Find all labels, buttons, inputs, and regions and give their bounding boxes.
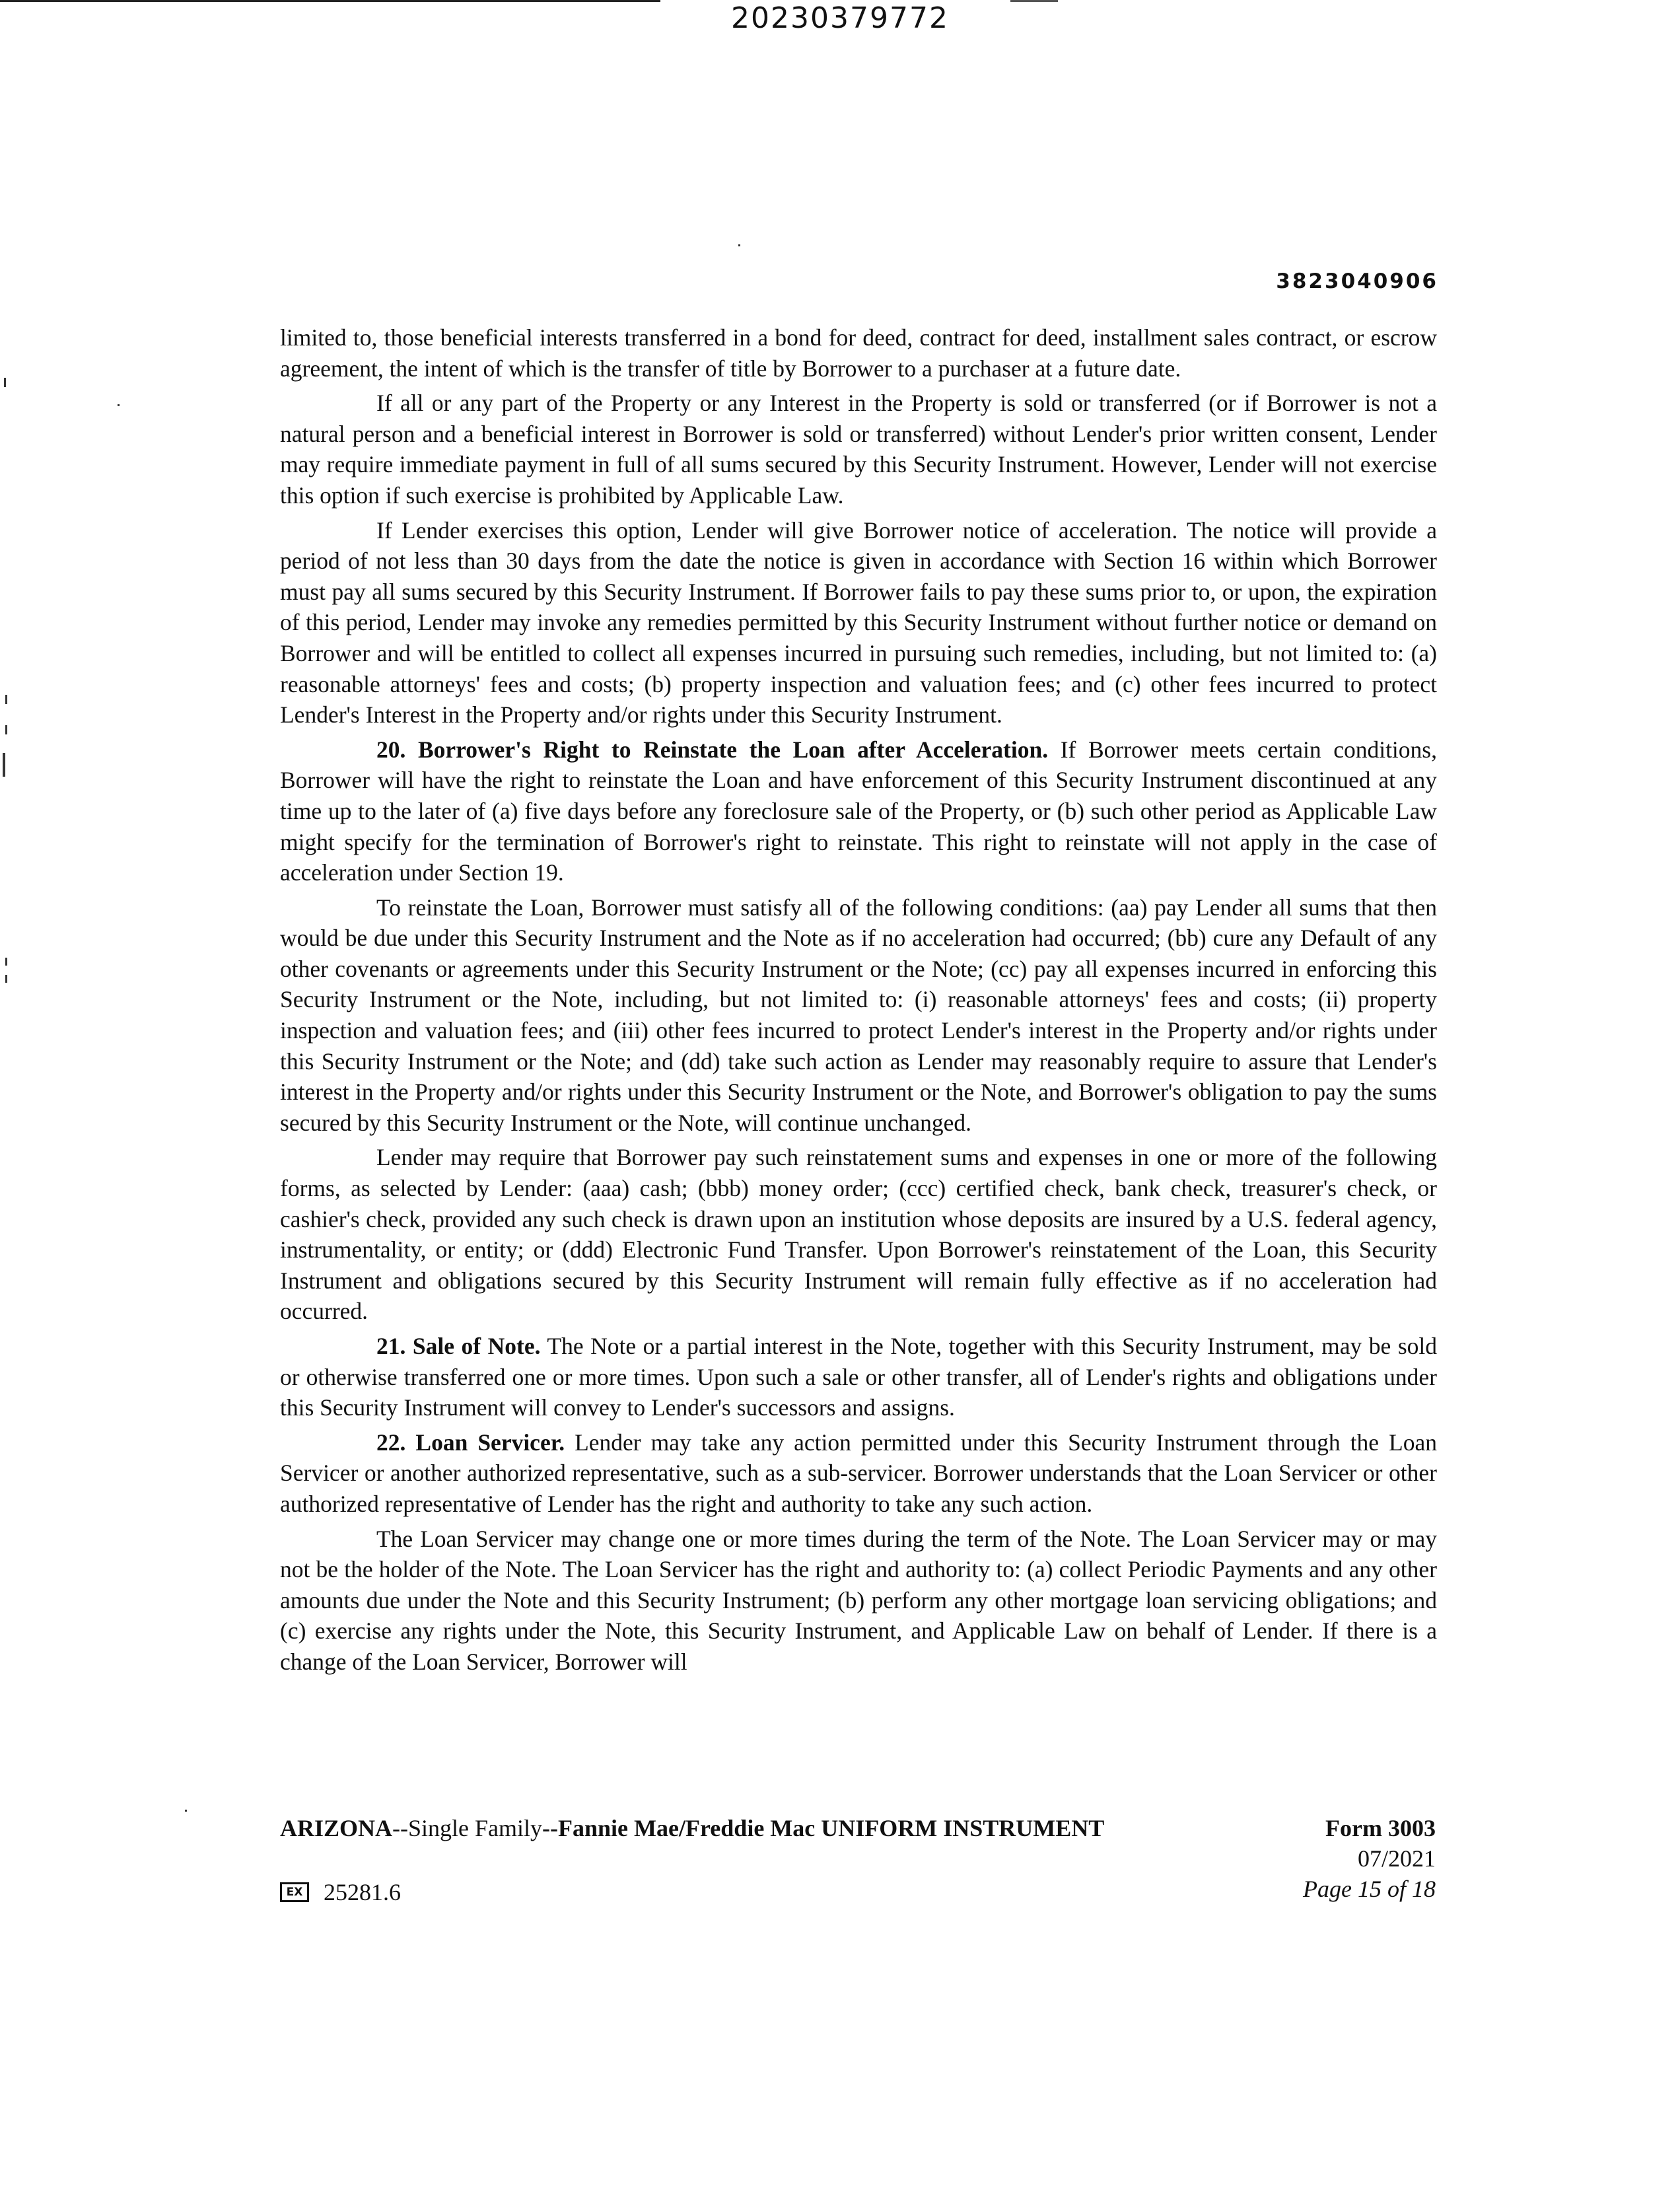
paragraph: limited to, those beneficial interests transferred in a bond for deed, contract for deed, installment sales contract, or escrow agreement, the intent of which is the transfer of title by Borrower to a purchaser at a future date. bbox=[280, 324, 1437, 382]
footer-code bbox=[280, 1877, 401, 1907]
document-code: 25281.6 bbox=[324, 1879, 401, 1905]
section-20: 20. Borrower's Right to Reinstate the Loan after Acceleration. If Borrower meets certain conditions, Borrower will have the right to reinstate the Loan and have enforcement of this Security Instrument discontinued at any time up to the later of (a) five days before any foreclosure sale of the Property, or (b) such other period as Applicable Law might specify for the termination of Borrower's right to reinstate. This right to reinstate will not apply in the case of acceleration under Section 19. bbox=[280, 736, 1437, 886]
page-number: Page 15 of 18 bbox=[1303, 1876, 1436, 1902]
form-date: 07/2021 bbox=[1357, 1845, 1436, 1872]
paragraph: The Loan Servicer may change one or more times during the term of the Note. The Loan Servicer may or may not be the holder of the Note. The Loan Servicer has the right and authority to: (a) collect Periodic Payments and any other amounts due under the Note and this Security Instrument; (b) perform any other mortgage loan servicing obligations; and (c) exercise any rights under the Note, this Security Instrument, and Applicable Law on behalf of Lender. If there is a change of the Loan Servicer, Borrower will bbox=[280, 1525, 1437, 1675]
scan-speck bbox=[5, 975, 7, 983]
scan-speck bbox=[5, 725, 7, 734]
scan-speck bbox=[118, 404, 120, 406]
paragraph: If all or any part of the Property or any Interest in the Property is sold or transferred (or if Borrower is not a natural person and a beneficial interest in Borrower is sold or transferred) without Lender's prior written consent, Lender may require immediate payment in full of all sums secured by this Security Instrument. However, Lender will not exercise this option if such exercise is prohibited by Applicable Law. bbox=[280, 390, 1437, 509]
section-heading: 20. Borrower's Right to Reinstate the Loan after Acceleration. bbox=[376, 736, 1049, 763]
footer-form-title: ARIZONA--Single Family--Fannie Mae/Freddie Mac UNIFORM INSTRUMENT bbox=[280, 1815, 1105, 1841]
form-number: Form 3003 bbox=[1325, 1815, 1436, 1841]
section-22: 22. Loan Servicer. Lender may take any action permitted under this Security Instrument through the Loan Servicer or another authorized representative, such as a sub-servicer. Borrower understands that the Loan Servicer or other authorized representative of Lender has the right and authority to take any such action. bbox=[280, 1429, 1437, 1517]
scan-speck bbox=[185, 1810, 187, 1812]
scan-speck bbox=[5, 958, 7, 966]
document-body bbox=[280, 322, 1437, 1682]
paragraph: Lender may require that Borrower pay such reinstatement sums and expenses in one or more of the following forms, as selected by Lender: (aaa) cash; (bbb) money order; (ccc) certified check, bank check, treasurer's check, or cashier's check, provided any such check is drawn upon an institution whose deposits are insured by a U.S. federal agency, instrumentality, or entity; or (ddd) Electronic Fund Transfer. Upon Borrower's reinstatement of the Loan, this Security Instrument and obligations secured by this Security Instrument will remain fully effective as if no acceleration had occurred. bbox=[280, 1144, 1437, 1325]
paragraph: To reinstate the Loan, Borrower must satisfy all of the following conditions: (aa) pay Lender all sums that then would be due under this Security Instrument and the Note as if no acceleration had occurred; (bb) cure any Default of any other covenants or agreements under this Security Instrument or the Note; (cc) pay all expenses incurred in enforcing this Security Instrument or the Note, including, but not limited to: (i) reasonable attorneys' fees and costs; (ii) property inspection and valuation fees; and (iii) other fees incurred to protect Lender's interest in the Property and/or rights under this Security Instrument or the Note; and (dd) take such action as Lender may reasonably require to assure that Lender's interest in the Property and/or rights under this Security Instrument or the Note, and Borrower's obligation to pay the sums secured by this Security Instrument or the Note, will continue unchanged. bbox=[280, 894, 1437, 1136]
scan-speck bbox=[738, 244, 740, 246]
footer-form-info bbox=[1303, 1813, 1436, 1904]
recording-number: 20230379772 bbox=[731, 1, 949, 35]
scan-speck bbox=[4, 378, 6, 387]
ex-logo-icon: EX bbox=[280, 1882, 309, 1902]
scan-speck bbox=[3, 753, 5, 777]
loan-number: 3823040906 bbox=[1276, 269, 1438, 293]
section-21: 21. Sale of Note. The Note or a partial interest in the Note, together with this Security Instrument, may be sold or otherwise transferred one or more times. Upon such a sale or other transfer, all of Lender's rights and obligations under this Security Instrument will convey to Lender's successors and assigns. bbox=[280, 1333, 1438, 1421]
scan-speck bbox=[5, 695, 7, 704]
paragraph: If Lender exercises this option, Lender will give Borrower notice of acceleration. The notice will provide a period of not less than 30 days from the date the notice is given in accordance with Section 16 within which Borrower must pay all sums secured by this Security Instrument. If Borrower fails to pay these sums prior to, or upon, the expiration of this period, Lender may invoke any remedies permitted by this Security Instrument without further notice or demand on Borrower and will be entitled to collect all expenses incurred in pursuing such remedies, including, but not limited to: (a) reasonable attorneys' fees and costs; (b) property inspection and valuation fees; and (c) other fees incurred to protect Lender's Interest in the Property and/or rights under this Security Instrument. bbox=[280, 516, 1437, 728]
section-heading: 21. Sale of Note. bbox=[376, 1333, 541, 1359]
section-heading: 22. Loan Servicer. bbox=[376, 1429, 565, 1456]
